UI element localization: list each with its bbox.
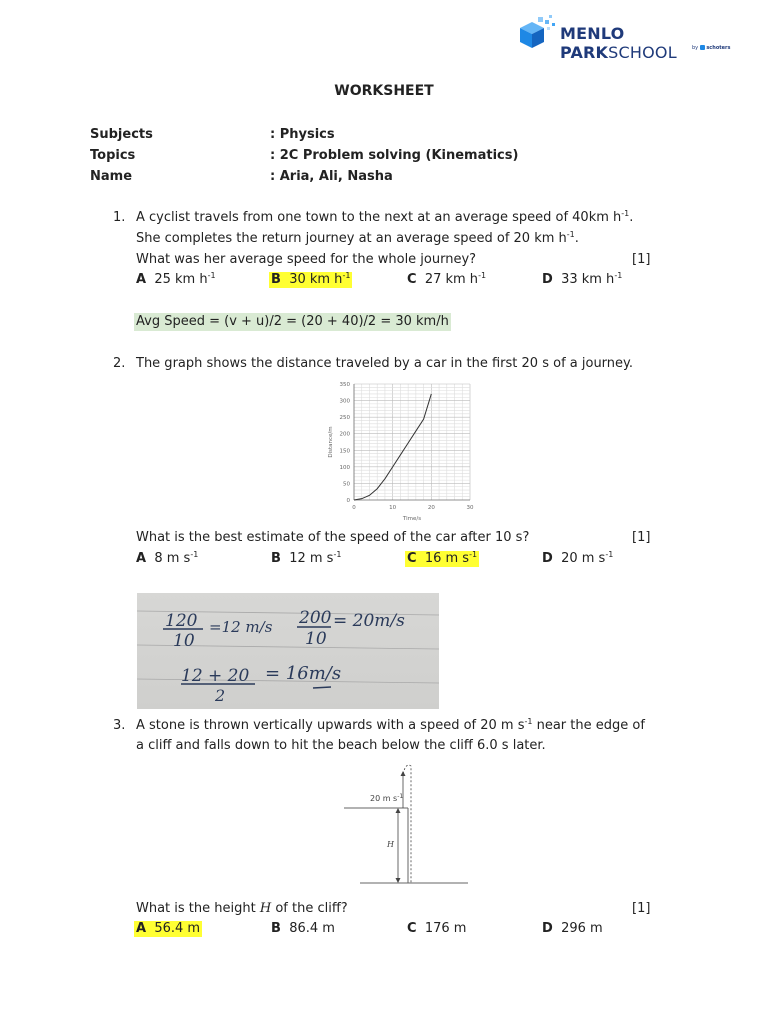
q1-line1: A cyclist travels from one town to the next at an average speed of 40km $h^{-1}$. (136, 209, 634, 225)
x-tick-label: 0 (352, 505, 356, 511)
q3-line2: a cliff and falls down to hit the beach below the cliff 6.0 s later. (136, 738, 546, 753)
q3-option-d[interactable]: D 296 m (542, 921, 603, 936)
q3-question: What is the height H of the cliff? (136, 901, 348, 916)
q1-option-d[interactable]: D 33 km $h^{-1}$ (542, 271, 623, 287)
y-tick-label: 150 (339, 448, 350, 455)
q2-question: What is the best estimate of the speed of the car after 10 s? (136, 530, 530, 545)
q3-option-b[interactable]: B 86.4 m (271, 921, 335, 936)
q2-option-b[interactable]: B 12 m $s^{-1}$ (271, 550, 342, 566)
q1-option-b[interactable]: B 30 km $h^{-1}$ (271, 271, 351, 287)
q3-line1: A stone is thrown vertically upwards with a speed of 20 m $s^{-1}$ near the edge of (136, 717, 645, 733)
q2-number: 2. (113, 356, 126, 371)
distance-time-chart (316, 378, 482, 522)
q1-question: What was her average speed for the whole journey? (136, 252, 477, 267)
page-title: WORKSHEET (334, 83, 434, 99)
hw-f1-num: 120 (165, 611, 198, 631)
q3-marks: [1] (632, 901, 651, 916)
q3-option-a[interactable]: A 56.4 m (136, 921, 201, 936)
meta-topics-value: : 2C Problem solving (Kinematics) (270, 148, 519, 163)
hw-f1-res: =12 m/s (209, 618, 273, 636)
y-tick-label: 200 (339, 431, 350, 438)
meta-subjects-key: Subjects (90, 127, 153, 142)
q1-answer: Avg Speed = (v + u)/2 = (20 + 40)/2 = 30 km/h (136, 314, 449, 329)
q1-option-a[interactable]: A 25 km $h^{-1}$ (136, 271, 216, 287)
x-tick-label: 30 (466, 505, 474, 511)
x-tick-label: 10 (389, 505, 397, 511)
q1-marks: [1] (632, 252, 651, 267)
cliff-diagram (340, 762, 472, 888)
hw-f2-num: 200 (299, 608, 332, 628)
q3-option-c[interactable]: C 176 m (407, 921, 467, 936)
y-tick-label: 0 (346, 498, 350, 504)
q1-line2: She completes the return journey at an average speed of 20 km $h^{-1}$. (136, 230, 579, 246)
speed-label: 20 m $s^{-1}$ (370, 793, 404, 803)
q2-option-c[interactable]: C 16 m $s^{-1}$ (407, 550, 478, 566)
y-tick-label: 100 (339, 464, 350, 471)
logo-name-b: SCHOOL (608, 43, 677, 62)
logo-brand: schoters (706, 45, 731, 51)
logo-by: by (692, 45, 699, 51)
y-axis-label: Distance/m (328, 426, 334, 458)
y-tick-label: 50 (343, 481, 350, 488)
hw-f3-den: 2 (215, 686, 226, 705)
schoters-icon (700, 45, 705, 50)
hw-f1-den: 10 (173, 631, 195, 651)
q2-line1: The graph shows the distance traveled by a car in the first 20 s of a journey. (136, 356, 634, 371)
q2-option-d[interactable]: D 20 m $s^{-1}$ (542, 550, 614, 566)
x-axis-label: Time/s (402, 516, 422, 522)
meta-subjects-value: : Physics (270, 127, 335, 142)
hw-f2-res: = 20m/s (333, 611, 405, 631)
handwritten-working-photo (137, 593, 439, 709)
school-logo (516, 14, 746, 62)
q2-option-a[interactable]: A 8 m $s^{-1}$ (136, 550, 199, 566)
y-tick-label: 300 (339, 398, 350, 405)
hw-f3-num: 12 + 20 (181, 666, 250, 686)
q1-number: 1. (113, 210, 126, 225)
logo-name-a: MENLO PARK (560, 24, 625, 62)
x-tick-label: 20 (427, 505, 435, 511)
hw-f3-res: = 16m/s (265, 663, 342, 684)
y-tick-label: 250 (339, 415, 350, 422)
meta-name-key: Name (90, 169, 133, 184)
q2-marks: [1] (632, 530, 651, 545)
meta-topics-key: Topics (90, 148, 136, 163)
height-label: H (387, 840, 394, 849)
hw-f2-den: 10 (305, 629, 327, 649)
y-tick-label: 350 (339, 382, 350, 388)
q3-number: 3. (113, 718, 126, 733)
q1-option-c[interactable]: C 27 km $h^{-1}$ (407, 271, 487, 287)
meta-name-value: : Aria, Ali, Nasha (270, 169, 393, 184)
cube-logo-icon (516, 14, 558, 50)
